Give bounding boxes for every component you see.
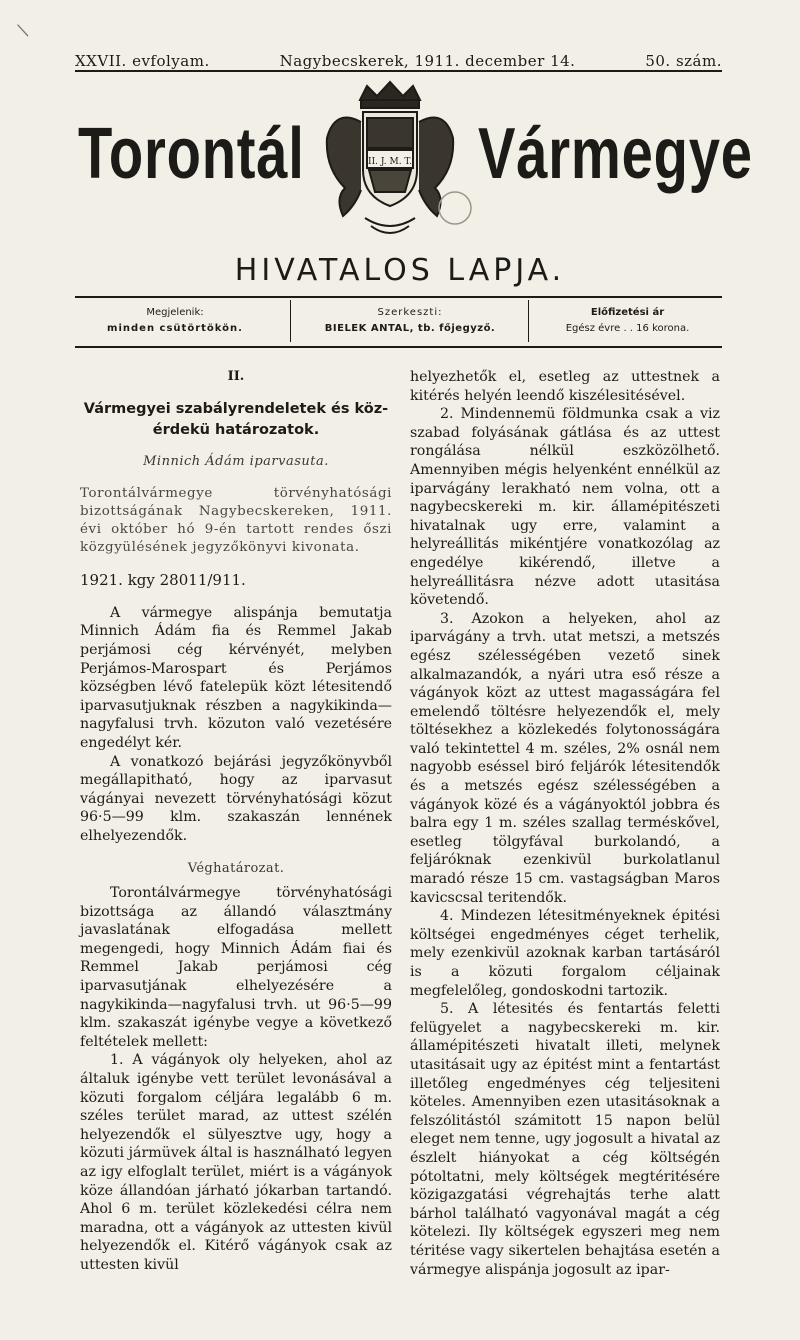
header-line	[75, 52, 722, 70]
resolution-heading: Véghatározat.	[187, 860, 285, 876]
info-price	[535, 305, 720, 337]
header-rule	[75, 70, 722, 72]
issue-number: 50. szám.	[645, 52, 722, 70]
paragraph: A vármegye alispánja bemutatja Minnich Ádám fia és Remmel Jakab perjámosi cég kérvényét, melyben Perjámos-Marospart és Perjámos községben lévő fatelepük közt létesitendő iparvasutjuknak részben a nagykikinda—nagyfalusi trvh. közuton való vezetésére engedélyt kér.	[80, 604, 392, 751]
title-right: Vármegye	[478, 114, 753, 194]
left-column	[80, 368, 392, 1275]
paragraph: Torontálvármegye törvényhatósági bizottsága az állandó választmány javaslatának elfogadása mellett megengedi, hogy Minnich Ádám fiai és Remmel Jakab perjámosi cég iparvasutjának elhelyezésére a nagykikinda—nagyfalusi trvh. ut 96·5—99 klm. szakaszát igénybe vegye a következő feltételek mellett:	[80, 885, 392, 1050]
volume-label: XXVII. evfolyam.	[75, 52, 210, 70]
coat-of-arms-icon	[305, 78, 475, 248]
info-editor	[300, 305, 520, 337]
margin-pencil-mark: /	[12, 22, 34, 39]
info-bottom-rule	[75, 346, 722, 348]
price-value: Egész évre . . 16 korona.	[565, 323, 690, 334]
right-column	[410, 368, 720, 1279]
appears-value: minden csütörtökön.	[107, 323, 243, 334]
info-separator-2	[528, 300, 529, 342]
article-byline: Minnich Ádám iparvasuta.	[143, 453, 329, 469]
info-top-rule	[75, 296, 722, 298]
price-label: Előfizetési ár	[590, 307, 665, 318]
paragraph: 4. Mindezen létesitményeknek épitési költségei engedményes céget terhelik, mely ezenkivül azoknak karban tartásáról is a közuti forgalom céljainak megfelelőleg, gondoskodni tartozik.	[410, 908, 720, 999]
info-separator-1	[290, 300, 291, 342]
article-intro: Torontálvármegye törvényhatósági bizottságának Nagybecskereken, 1911. évi október hó 9-én tartott rendes őszi közgyülésének jegyzőkönyvi kivonata.	[80, 486, 392, 556]
crest-initials: II. J. M. T.	[368, 157, 412, 167]
paragraph: 3. Azokon a helyeken, ahol az iparvágány a trvh. utat metszi, a metszés egész szélességében vezető sinek alkalmazandók, a nyári utra eső része a vágányok közt az uttest magasságára fel emelendő töltésre helyezendők el, mely töltésekhez a közlekedés folytonosságára való tekintettel 4 m. széles, 2% osnál nem nagyobb eséssel biró feljárók létesitendők és a metszés egész szélességében a vágányok közé és a vágányoktól jobbra és balra egy 1 m. széles szallag terméskővel, esetleg tölgyfával burkolandó, a feljáróknak ezenkivül burkolatlanul maradó része 15 cm. vastagságban Maros kavicscsal teritendők.	[410, 610, 720, 906]
subtitle: HIVATALOS LAPJA.	[234, 253, 566, 288]
editor-value: BIELEK ANTAL, tb. főjegyző.	[324, 323, 496, 334]
reference-number: 1921. kgy 28011/911.	[80, 571, 246, 590]
place-date: Nagybecskerek, 1911. december 14.	[279, 52, 576, 70]
section-heading: Vármegyei szabályrendeletek és köz-érdekü határozatok.	[83, 400, 389, 438]
paragraph: 1. A vágányok oly helyeken, ahol az általuk igénybe vett terület levonásával a közuti forgalom céljára legalább 6 m. széles terület marad, az uttest szélén helyezendők el sülyesztve ugy, hogy a közuti jármüvek által is használható legyen az igy elfoglalt terület, miért is a vágányok köze állandóan járható jókarban tartandó. Ahol 6 m. terület közlekedési célra nem maradna, ott a vágányok az uttesten kivül helyezendők el. Kitérő vágányok csak az uttesten kivül	[80, 1052, 392, 1273]
paragraph: 2. Mindennemü földmunka csak a viz szabad folyásának gátlása és az uttest rongálása nélkül eszközölhető. Amennyiben mégis helyenként ennélkül az iparvágány lerakható nem volna, ott a nagybecskereki m. kir. államépitészeti hivatalnak ugy erre, valamint a helyreállitás mikéntjére vonatkozólag az engedélye kikérendő, illetve a helyreállitásra nézve adott utasitása követendő.	[410, 406, 720, 609]
info-appears	[75, 305, 275, 337]
paragraph: A vonatkozó bejárási jegyzőkönyvből megállapitható, hogy az iparvasut vágányai nevezett törvényhatósági közut 96·5—99 klm. szakaszán lennének elhelyezendők.	[80, 753, 392, 844]
appears-label: Megjelenik:	[146, 307, 204, 318]
section-number: II.	[227, 369, 245, 384]
editor-label: Szerkeszti:	[377, 307, 443, 318]
paragraph: 5. A létesités és fentartás feletti felügyelet a nagybecskereki m. kir. államépitészeti hivatalt illeti, melynek utasitásait ugy az épitést mint a fentartást illetőleg engedményes cég teljesiteni köteles. Amennyiben ezen utasitásoknak a felszólitástól számitott 15 napon belül eleget nem tenne, ugy jogosult a hivatal az észlelt hiányokat a cég költségén pótoltatni, mely költségek megtéritésére közigazgatási végrehajtás terhe alatt bárhol található vagyonával magát a cég kötelezi. Ily költségek egyszeri meg nem téritése vagy sikertelen behajtása esetén a vármegye alispánja jogosult az ipar-	[410, 1001, 720, 1278]
title-left: Torontál	[78, 114, 305, 194]
paragraph: helyezhetők el, esetleg az uttestnek a kitérés helyén leendő kiszélesitésével.	[410, 369, 720, 404]
